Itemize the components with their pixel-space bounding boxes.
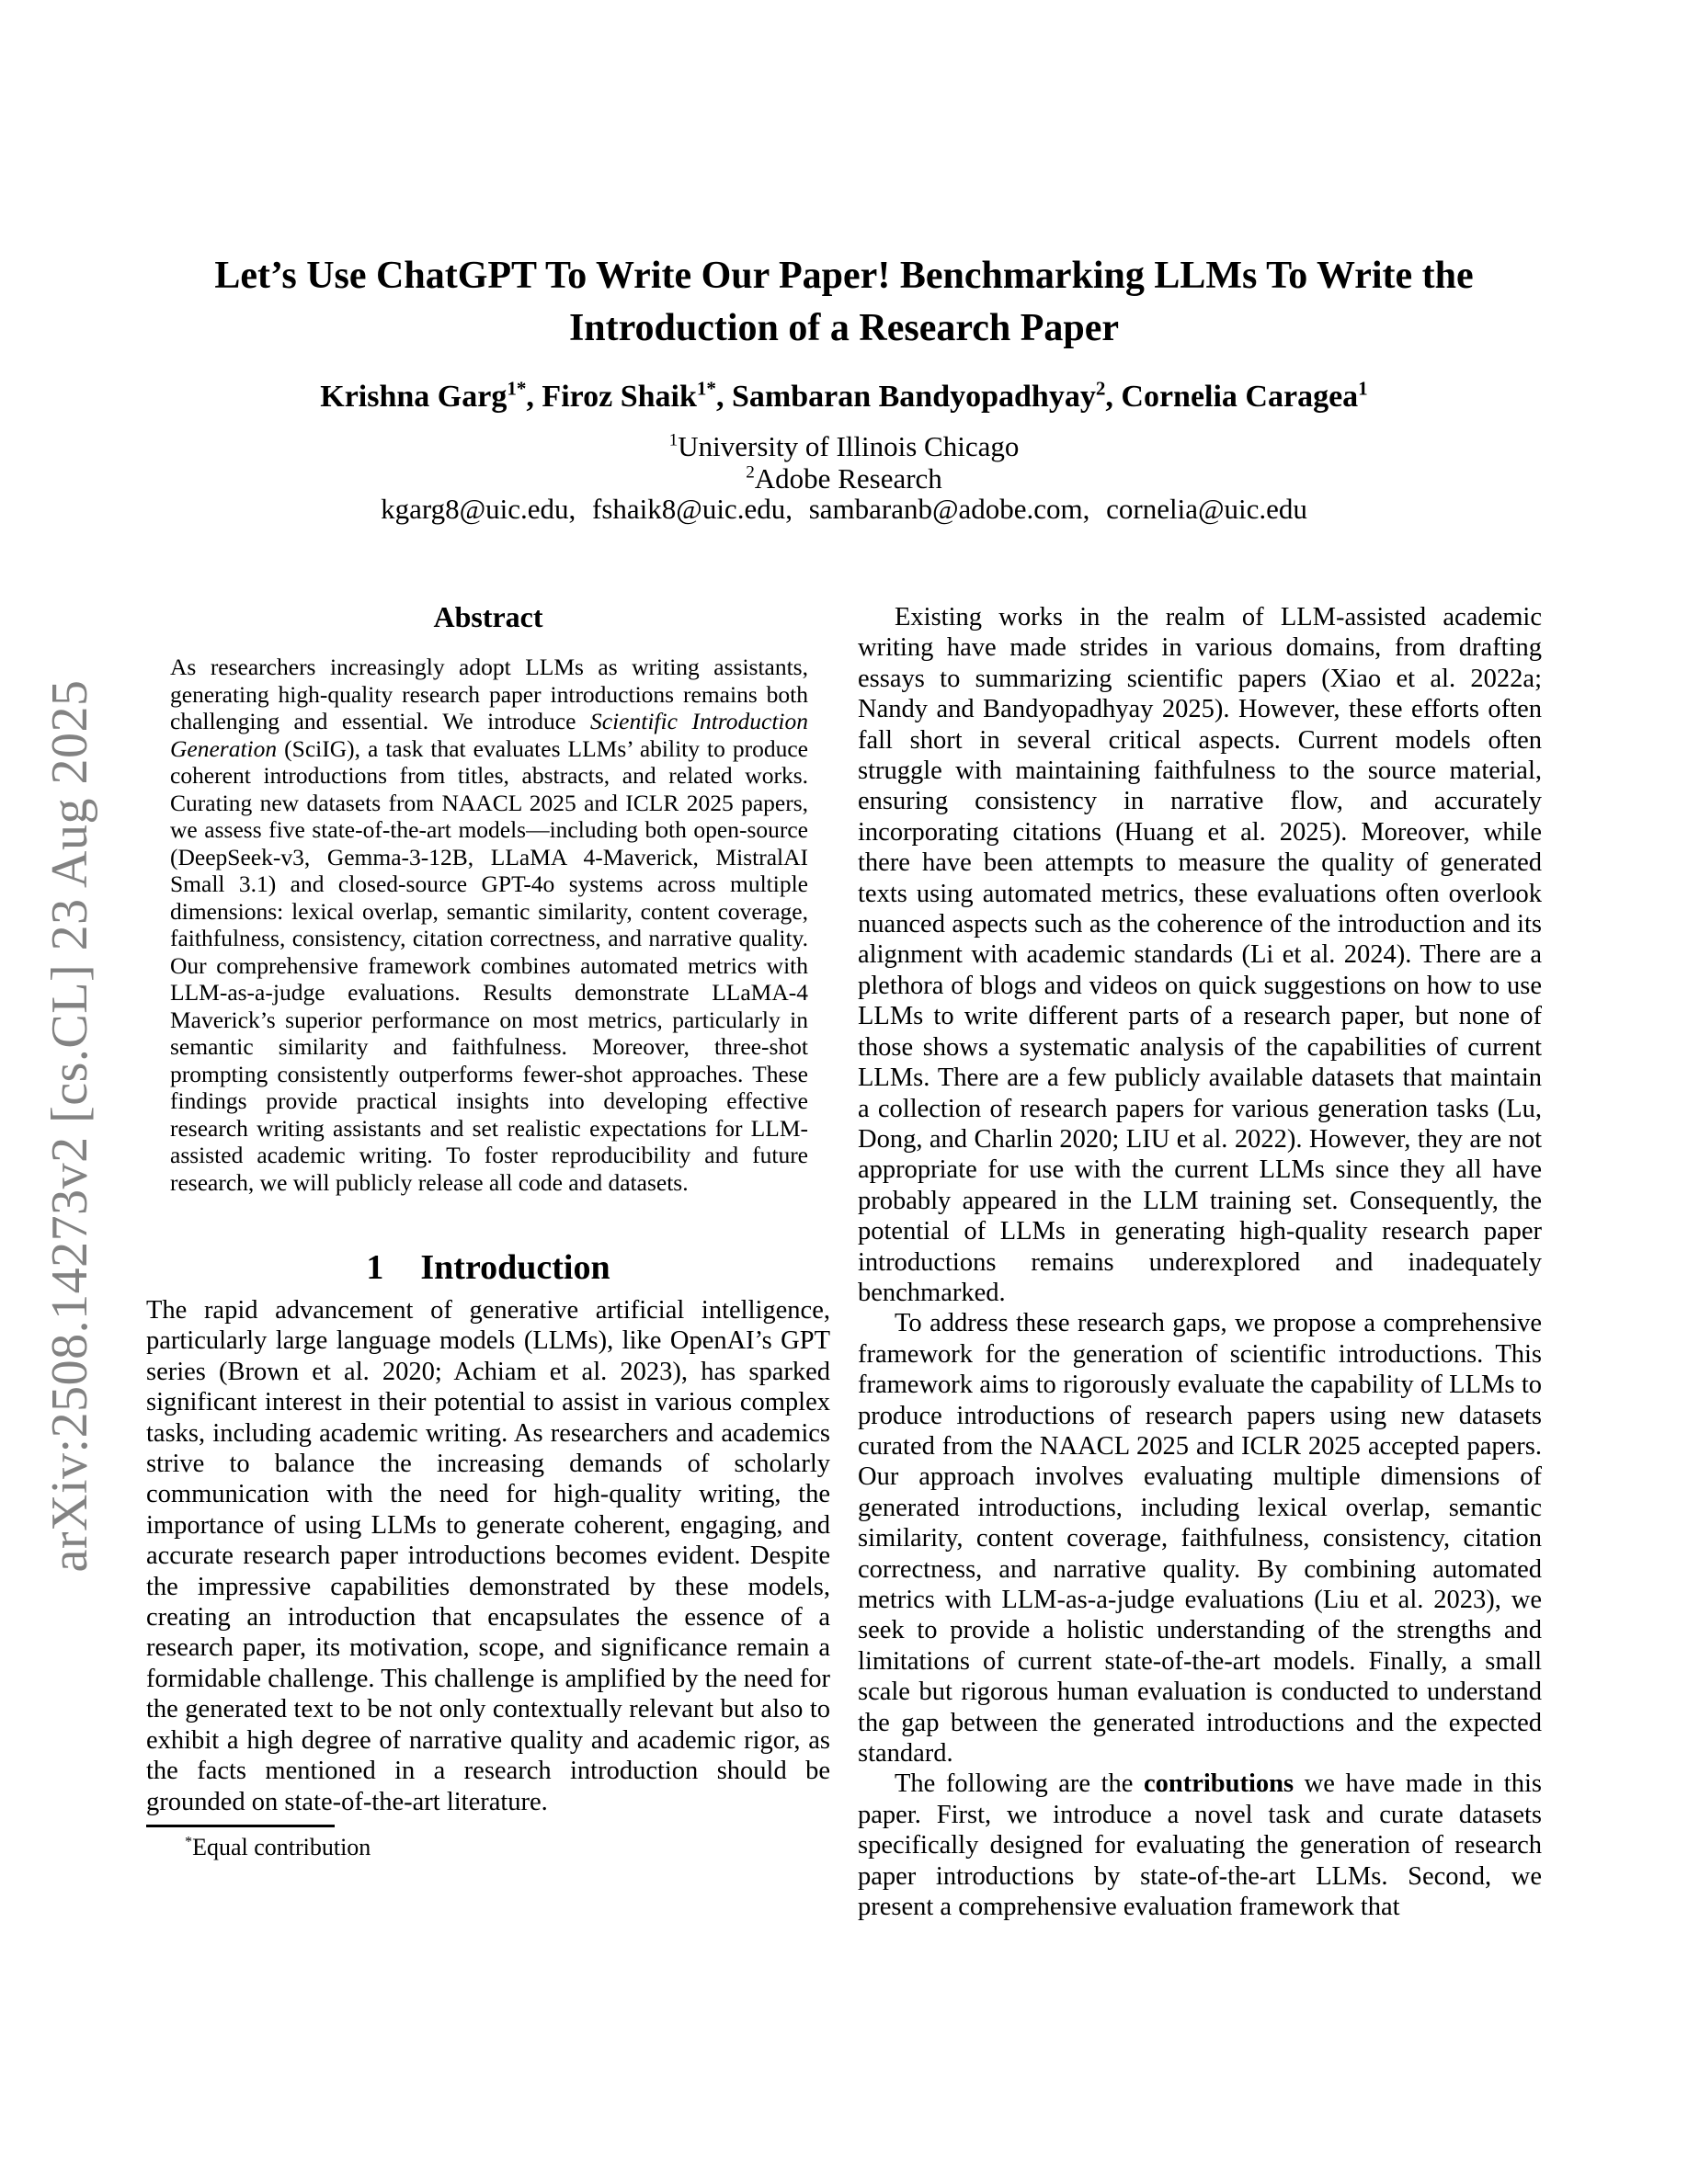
section-title: Introduction	[420, 1248, 610, 1287]
author-emails: kgarg8@uic.edu, fshaik8@uic.edu, sambaranb@adobe.com, cornelia@uic.edu	[381, 493, 1307, 525]
intro-paragraph-4: The following are the contributions we have made in this paper. First, we introduce a novel task and curate datasets specifically designed for evaluating the generation of research paper introductions by state-of-the-art LLMs. Second, we present a comprehensive evaluation framework that	[858, 1769, 1542, 1922]
affiliation-adobe: $^2$Adobe Research	[746, 462, 942, 495]
affiliation-uic: $^1$University of Illinois Chicago	[668, 430, 1020, 462]
arxiv-watermark: arXiv:2508.14273v2 [cs.CL] 23 Aug 2025	[41, 679, 98, 1573]
left-column	[146, 593, 830, 1861]
abstract-heading: Abstract	[433, 600, 543, 633]
footnote-rule	[146, 1825, 335, 1827]
section-number: 1	[366, 1248, 384, 1287]
section-heading-introduction	[146, 1247, 830, 1288]
abstract-text: As researchers increasingly adopt LLMs as writing assistants, generating high-quality research paper introductions remains both challenging and essential. We introduce Scientific Introduction Generation (SciIG), a task that evaluates LLMs’ ability to produce coherent introductions from titles, abstracts, and related works. Curating new datasets from NAACL 2025 and ICLR 2025 papers, we assess five state-of-the-art models—including both open-source (DeepSeek-v3, Gemma-3-12B, LLaMA 4-Maverick, MistralAI Small 3.1) and closed-source GPT-4o systems across multiple dimensions: lexical overlap, semantic similarity, content coverage, faithfulness, consistency, citation correctness, and narrative quality. Our comprehensive framework combines automated metrics with LLM-as-a-judge evaluations. Results demonstrate LLaMA-4 Maverick’s superior performance on most metrics, particularly in semantic similarity and faithfulness. Moreover, three-shot prompting consistently outperforms fewer-shot approaches. These findings provide practical insights into developing effective research writing assistants and set realistic expectations for LLM-assisted academic writing. To foster reproducibility and future research, we will publicly release all code and datasets.	[170, 654, 809, 1196]
right-column	[858, 593, 1542, 1922]
paper-title-line-2: Introduction of a Research Paper	[568, 307, 1120, 349]
equal-contribution-footnote: *Equal contribution	[185, 1833, 371, 1860]
intro-paragraph-1: The rapid advancement of generative artificial intelligence, particularly large language models (LLMs), like OpenAI’s GPT series (Brown et al. 2020; Achiam et al. 2023), has sparked significant interest in their potential to assist in various complex tasks, including academic writing. As researchers and academics strive to balance the increasing demands of scholarly communication with the need for high-quality writing, the importance of using LLMs to generate coherent, engaging, and accurate research paper introductions becomes evident. Despite the impressive capabilities demonstrated by these models, creating an introduction that encapsulates the essence of a research paper, its motivation, scope, and significance remain a formidable challenge. This challenge is amplified by the need for the generated text to be not only contextually relevant but also to exhibit a high degree of narrative quality and academic rigor, as the facts mentioned in a research introduction should be grounded on state-of-the-art literature.	[146, 1296, 830, 1816]
paper-title	[0, 250, 1688, 355]
intro-paragraph-3: To address these research gaps, we propose a comprehensive framework for the generation of scientific introductions. This framework aims to rigorously evaluate the capability of LLMs to produce introductions of research papers using new datasets curated from the NAACL 2025 and ICLR 2025 accepted papers. Our approach involves evaluating multiple dimensions of generated introductions, including lexical overlap, semantic similarity, content coverage, faithfulness, consistency, citation correctness, and narrative quality. By combining automated metrics with LLM-as-a-judge evaluations (Liu et al. 2023), we seek to provide a holistic understanding of the strengths and limitations of current state-of-the-art models. Finally, a small scale but rigorous human evaluation is conducted to understand the gap between the generated introductions and the expected standard.	[858, 1309, 1542, 1769]
intro-paragraph-2: Existing works in the realm of LLM-assisted academic writing have made strides in various domains, from drafting essays to summarizing scientific papers (Xiao et al. 2022a; Nandy and Bandyopadhyay 2025). However, these efforts often fall short in several critical aspects. Current models often struggle with maintaining faithfulness to the source material, ensuring consistency in narrative flow, and accurately incorporating citations (Huang et al. 2025). Moreover, while there have been attempts to measure the quality of generated texts using automated metrics, these evaluations often overlook nuanced aspects such as the coherence of the introduction and its alignment with academic standards (Li et al. 2024). There are a plethora of blogs and videos on quick suggestions on how to use LLMs to write different parts of a research paper, but none of those shows a systematic analysis of the capabilities of current LLMs. There are a few publicly available datasets that maintain a collection of research papers for various generation tasks (Lu, Dong, and Charlin 2020; LIU et al. 2022). However, they are not appropriate for use with the current LLMs since they all have probably appeared in the LLM training set. Consequently, the potential of LLMs in generating high-quality research paper introductions remains underexplored and inadequately benchmarked.	[858, 603, 1542, 1307]
affiliations	[0, 430, 1688, 495]
paper-title-line-1: Let’s Use ChatGPT To Write Our Paper! Benchmarking LLMs To Write the	[214, 255, 1474, 297]
author-list: Krishna Garg$^{1*}$, Firoz Shaik$^{1*}$, Sambaran Bandyopadhyay$^2$, Cornelia Caragea$^1$	[320, 377, 1368, 414]
